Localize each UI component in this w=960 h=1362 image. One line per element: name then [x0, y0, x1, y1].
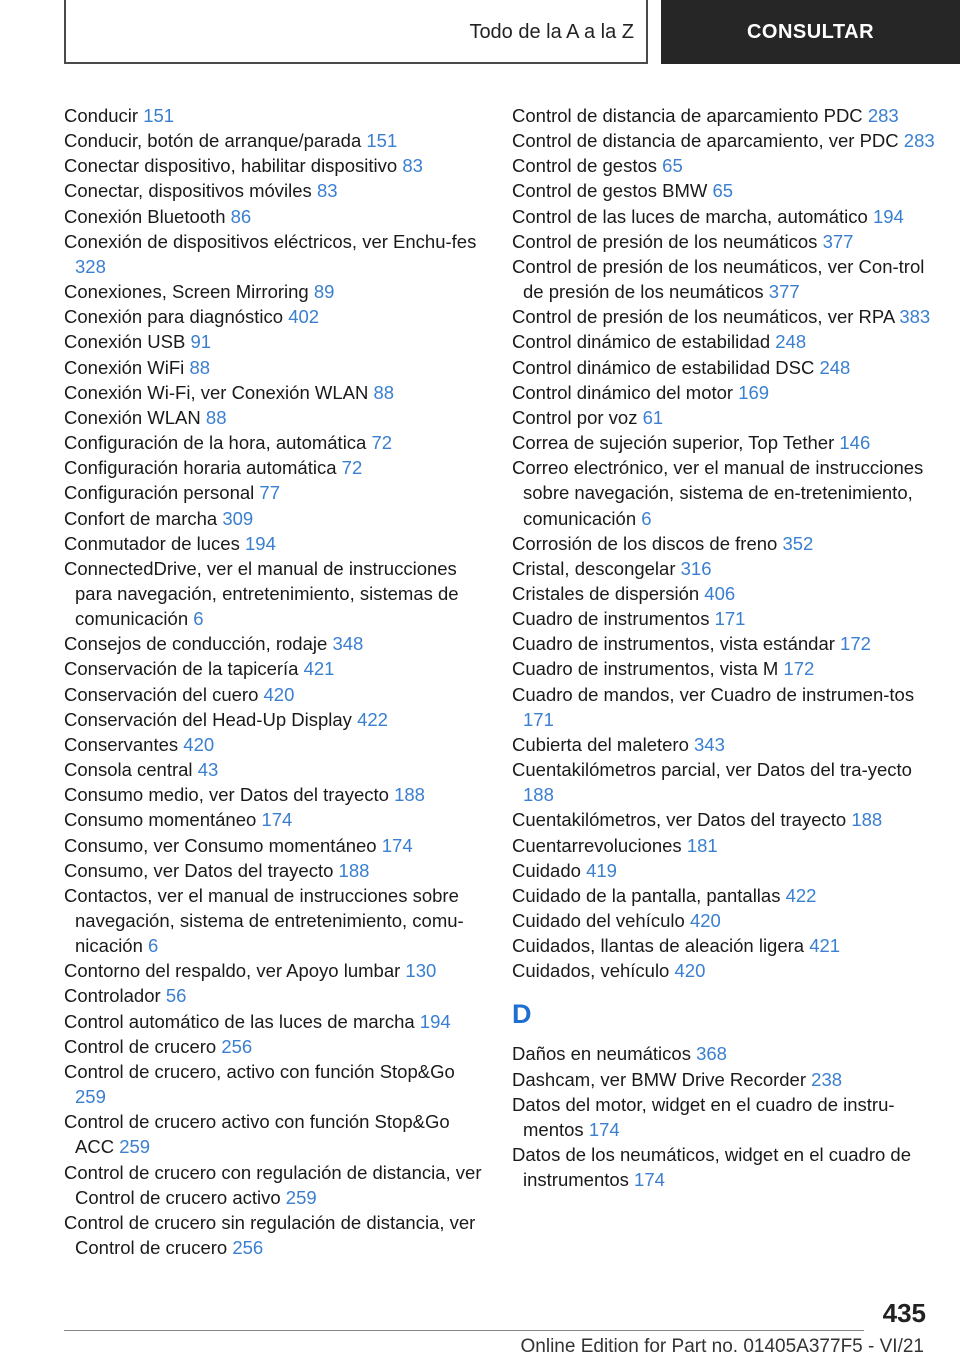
index-entry-text: Conectar, dispositivos móviles	[64, 180, 312, 202]
page-link[interactable]: 259	[285, 1186, 317, 1208]
page-link[interactable]: 283	[903, 130, 935, 152]
page-link[interactable]: 194	[419, 1010, 451, 1032]
page-link[interactable]: 86	[230, 205, 252, 227]
page-link[interactable]: 248	[819, 356, 851, 378]
index-entry	[64, 682, 484, 707]
page-link[interactable]: 383	[899, 306, 931, 328]
page-link[interactable]: 194	[872, 205, 904, 227]
index-entry-text: Conexión Bluetooth	[64, 205, 226, 227]
page-link[interactable]: 421	[809, 935, 841, 957]
index-entry	[64, 631, 484, 656]
index-column-left	[64, 103, 484, 1260]
index-entry	[512, 229, 942, 254]
page-link[interactable]: 422	[357, 708, 388, 730]
index-entry	[64, 782, 484, 807]
footer-edition: Online Edition for Part no. 01405A377F5 - VI/21	[520, 1336, 924, 1357]
index-entry	[64, 656, 484, 681]
page-link[interactable]: 65	[662, 155, 683, 177]
index-entry	[64, 1109, 484, 1159]
index-entry	[64, 531, 484, 556]
index-entry-text: Consumo momentáneo	[64, 809, 257, 831]
page-link[interactable]: 402	[288, 306, 320, 328]
page-link[interactable]: 238	[811, 1068, 843, 1090]
page-link[interactable]: 88	[205, 406, 227, 428]
index-entry-text: Contorno del respaldo, ver Apoyo lumbar	[64, 960, 401, 982]
index-entry	[512, 757, 942, 807]
page-link[interactable]: 65	[712, 180, 734, 202]
page-link[interactable]: 188	[394, 784, 425, 806]
index-entry	[64, 807, 484, 832]
page-link[interactable]: 188	[851, 809, 883, 831]
page-link[interactable]: 420	[183, 733, 215, 755]
index-entry-text: Cuidado	[512, 859, 581, 881]
page-link[interactable]: 72	[341, 457, 363, 479]
index-entry	[64, 455, 484, 480]
index-entry	[512, 204, 942, 229]
index-entry	[64, 355, 484, 380]
index-entry	[512, 883, 942, 908]
index-entry-text: Confort de marcha	[64, 507, 218, 529]
page-link[interactable]: 72	[371, 432, 393, 454]
page-link[interactable]: 259	[119, 1136, 151, 1158]
index-column-right	[512, 103, 942, 1192]
index-entry	[64, 153, 484, 178]
page-link[interactable]: 256	[232, 1237, 264, 1259]
index-entry-text: Conservación del cuero	[64, 683, 259, 705]
index-entry	[64, 833, 484, 858]
index-entry-text: Control de distancia de aparcamiento PDC	[512, 105, 863, 126]
index-entry	[512, 581, 942, 606]
page-link[interactable]: 174	[261, 809, 293, 831]
index-entry	[512, 178, 942, 203]
page-link[interactable]: 328	[75, 255, 106, 277]
index-entry-text: Conexión USB	[64, 331, 186, 353]
page-link[interactable]: 146	[839, 432, 871, 454]
index-entry	[512, 606, 942, 631]
page-link[interactable]: 188	[338, 859, 370, 881]
index-entry	[64, 757, 484, 782]
index-entry	[64, 1160, 484, 1210]
page-link[interactable]: 151	[366, 130, 398, 152]
index-entry	[64, 858, 484, 883]
index-entry-text: Control de crucero, activo con función Stop&Go	[64, 1060, 455, 1082]
page-link[interactable]: 169	[738, 381, 770, 403]
page-link[interactable]: 352	[782, 532, 814, 554]
page-link[interactable]: 377	[768, 281, 800, 303]
index-entry-text: Control automático de las luces de marcha	[64, 1010, 415, 1032]
index-entry	[512, 933, 942, 958]
index-entry-text: Conexión de dispositivos eléctricos, ver Enchu-fes	[64, 230, 477, 252]
index-entry-text: Daños en neumáticos	[512, 1043, 691, 1065]
index-entry	[64, 405, 484, 430]
index-entry	[512, 329, 942, 354]
index-entry	[64, 229, 484, 279]
page-link[interactable]: 6	[193, 608, 204, 630]
page-link[interactable]: 406	[704, 582, 736, 604]
index-entry	[512, 380, 942, 405]
index-entry-text: Consumo medio, ver Datos del trayecto	[64, 784, 389, 806]
index-entry-text: Control de gestos BMW	[512, 180, 708, 202]
index-entry-text: Corrosión de los discos de freno	[512, 532, 778, 554]
page-link[interactable]: 88	[373, 381, 395, 403]
tab-consultar[interactable]	[661, 0, 960, 64]
page-link[interactable]: 61	[642, 406, 664, 428]
index-entry	[512, 153, 942, 178]
index-entry	[64, 958, 484, 983]
index-entry-text: Conexión Wi-Fi, ver Conexión WLAN	[64, 381, 369, 403]
page-link[interactable]: 6	[641, 507, 652, 529]
index-entry-text: Cuidados, vehículo	[512, 960, 670, 982]
page-link[interactable]: 420	[674, 960, 706, 982]
page-link[interactable]: 88	[189, 356, 211, 378]
index-entry-text: Conducir, botón de arranque/parada	[64, 130, 362, 152]
index-entry-text: Conexiones, Screen Mirroring	[64, 281, 309, 303]
index-entry-text: Consumo, ver Datos del trayecto	[64, 859, 334, 881]
index-entry-text: Dashcam, ver BMW Drive Recorder	[512, 1068, 807, 1090]
index-entry	[512, 103, 942, 128]
index-entry-text: Control de crucero activo con función Stop&Go ACC	[64, 1111, 450, 1158]
index-entry	[64, 279, 484, 304]
page-link[interactable]: 130	[405, 960, 437, 982]
index-entry	[512, 807, 942, 832]
index-entry	[512, 1067, 942, 1092]
index-entry-text: Conexión para diagnóstico	[64, 306, 284, 328]
page-link[interactable]: 171	[523, 708, 554, 730]
index-entry	[64, 304, 484, 329]
page-link[interactable]: 181	[686, 834, 718, 856]
page-link[interactable]: 422	[785, 884, 817, 906]
index-entry	[64, 480, 484, 505]
index-entry-text: Cuentakilómetros, ver Datos del trayecto	[512, 809, 847, 831]
index-entry-text: Control de crucero con regulación de distancia, ver Control de crucero activo	[64, 1161, 482, 1208]
index-entry	[512, 254, 942, 304]
index-entry-text: Contactos, ver el manual de instrucciones sobre navegación, sistema de entretenimiento, comu-nicación	[64, 884, 464, 957]
index-entry-text: Cuidado de la pantalla, pantallas	[512, 884, 781, 906]
index-entry	[64, 883, 484, 958]
page-link[interactable]: 89	[313, 281, 335, 303]
index-entry	[64, 204, 484, 229]
index-entry-text: Conmutador de luces	[64, 532, 240, 554]
index-entry-text: Datos del motor, widget en el cuadro de instru-mentos	[512, 1093, 895, 1140]
page-link[interactable]: 248	[775, 331, 807, 353]
page-link[interactable]: 174	[588, 1118, 620, 1140]
index-entry-text: Datos de los neumáticos, widget en el cuadro de instrumentos	[512, 1144, 912, 1191]
index-entry	[512, 908, 942, 933]
index-entry	[64, 380, 484, 405]
page-link[interactable]: 6	[148, 935, 159, 957]
index-entry-text: Conservantes	[64, 733, 179, 755]
index-entry	[64, 103, 484, 128]
index-entry-text: Cuadro de instrumentos, vista estándar	[512, 633, 835, 655]
page-link[interactable]: 309	[222, 507, 254, 529]
index-entry	[64, 329, 484, 354]
index-entry-text: Configuración personal	[64, 482, 255, 504]
index-entry-text: Configuración horaria automática	[64, 457, 337, 479]
tab-a-to-z[interactable]	[64, 0, 648, 64]
page-link[interactable]: 368	[696, 1043, 727, 1065]
index-entry	[64, 1034, 484, 1059]
index-entry-text: Cristal, descongelar	[512, 557, 676, 579]
index-entry-text: Control de distancia de aparcamiento, ver PDC	[512, 130, 899, 152]
index-entry-text: Consumo, ver Consumo momentáneo	[64, 834, 377, 856]
index-entry-text: Cristales de dispersión	[512, 582, 700, 604]
index-entry	[64, 556, 484, 631]
page-link[interactable]: 259	[75, 1086, 106, 1108]
index-entry-text: Control dinámico de estabilidad DSC	[512, 356, 815, 378]
page-link[interactable]: 83	[402, 155, 423, 177]
page-link[interactable]: 77	[259, 482, 280, 504]
index-entry	[64, 983, 484, 1008]
index-entry	[512, 355, 942, 380]
page-link[interactable]: 283	[867, 105, 899, 126]
index-entry-text: Cubierta del maletero	[512, 733, 689, 755]
index-entry-text: Control dinámico del motor	[512, 381, 734, 403]
page-link[interactable]: 174	[381, 834, 413, 856]
index-entry-text: Control de las luces de marcha, automático	[512, 205, 868, 227]
index-entry	[512, 405, 942, 430]
page-link[interactable]: 421	[303, 658, 335, 680]
page-link[interactable]: 172	[840, 633, 871, 655]
index-entry-text: Correo electrónico, ver el manual de instrucciones sobre navegación, sistema de en-tretenimiento, comunicación	[512, 457, 924, 529]
index-entry-text: Control de crucero sin regulación de distancia, ver Control de crucero	[64, 1211, 476, 1259]
tab-a-to-z-label: Todo de la A a la Z	[469, 20, 634, 43]
page-link[interactable]: 56	[165, 985, 187, 1007]
index-entry	[64, 128, 484, 153]
index-entry-text: Conducir	[64, 105, 139, 126]
index-entry-text: Control de presión de los neumáticos, ver RPA	[512, 306, 895, 328]
index-entry-text: Controlador	[64, 985, 161, 1007]
index-entry-text: Control de presión de los neumáticos, ver Con-trol de presión de los neumáticos	[512, 255, 925, 303]
index-entry-text: Consejos de conducción, rodaje	[64, 633, 328, 655]
index-entry	[64, 1210, 484, 1260]
page-link[interactable]: 348	[332, 633, 364, 655]
index-entry-text: ConnectedDrive, ver el manual de instrucciones para navegación, entretenimiento, sistemas de comunicación	[64, 557, 459, 630]
index-entry-text: Configuración de la hora, automática	[64, 432, 367, 454]
index-entry	[512, 128, 942, 153]
page-link[interactable]: 343	[694, 733, 725, 755]
index-entry-text: Control por voz	[512, 406, 638, 428]
page-link[interactable]: 377	[822, 230, 854, 252]
index-entry-text: Cuidado del vehículo	[512, 910, 685, 931]
index-entry	[512, 556, 942, 581]
index-entry	[64, 430, 484, 455]
index-entry	[64, 732, 484, 757]
index-entry-text: Cuidados, llantas de aleación ligera	[512, 935, 805, 957]
index-entry-text: Cuadro de instrumentos, vista M	[512, 658, 779, 680]
index-entry	[512, 858, 942, 883]
index-entry	[512, 1142, 942, 1192]
index-entry	[512, 656, 942, 681]
index-entry	[512, 1092, 942, 1142]
page-link[interactable]: 194	[245, 532, 276, 554]
index-entry-text: Correa de sujeción superior, Top Tether	[512, 432, 835, 454]
page-link[interactable]: 171	[714, 608, 746, 630]
index-entry	[64, 1059, 484, 1109]
index-entry-text: Cuadro de mandos, ver Cuadro de instrumen-tos	[512, 683, 915, 705]
index-entry-text: Cuentarrevoluciones	[512, 834, 682, 856]
index-entry-text: Conexión WLAN	[64, 406, 201, 428]
index-entry	[64, 707, 484, 732]
page-link[interactable]: 188	[523, 784, 554, 806]
page-number: 435	[882, 1298, 926, 1328]
index-entry	[64, 1009, 484, 1034]
index-entry-text: Cuentakilómetros parcial, ver Datos del tra-yecto	[512, 759, 912, 781]
index-entry	[512, 455, 942, 530]
index-entry	[512, 531, 942, 556]
page-link[interactable]: 256	[221, 1035, 253, 1057]
page-link[interactable]: 151	[143, 105, 175, 126]
index-entry-text: Control de gestos	[512, 155, 658, 177]
index-entry-text: Conservación del Head-Up Display	[64, 708, 352, 730]
index-entry-text: Conexión WiFi	[64, 356, 185, 378]
index-entry-text: Cuadro de instrumentos	[512, 608, 710, 630]
page-link[interactable]: 174	[634, 1169, 665, 1191]
page-link[interactable]: 43	[197, 759, 219, 781]
index-entry	[512, 1041, 942, 1066]
page-link[interactable]: 420	[689, 910, 721, 931]
section-letter: D	[512, 999, 532, 1030]
index-entry	[512, 631, 942, 656]
index-entry	[512, 430, 942, 455]
index-entry	[64, 178, 484, 203]
index-entry-text: Conectar dispositivo, habilitar dispositivo	[64, 155, 398, 177]
footer-divider	[64, 1330, 864, 1331]
page-link[interactable]: 419	[586, 859, 617, 881]
index-group-d	[512, 1041, 942, 1192]
index-entry	[512, 833, 942, 858]
page-link[interactable]: 91	[190, 331, 212, 353]
index-entry	[512, 958, 942, 983]
index-entry-text: Control dinámico de estabilidad	[512, 331, 771, 353]
index-entry-text: Conservación de la tapicería	[64, 658, 299, 680]
index-entry-text: Control de presión de los neumáticos	[512, 230, 818, 252]
page-link[interactable]: 316	[680, 557, 712, 579]
index-entry	[512, 732, 942, 757]
index-group-c	[512, 103, 942, 983]
index-entry-text: Control de crucero	[64, 1035, 217, 1057]
index-entry	[512, 682, 942, 732]
page-link[interactable]: 420	[263, 683, 295, 705]
index-entry	[64, 506, 484, 531]
index-entry-text: Consola central	[64, 759, 193, 781]
page-link[interactable]: 83	[316, 180, 338, 202]
tab-consultar-label: CONSULTAR	[746, 20, 875, 43]
index-entry	[512, 304, 942, 329]
page-link[interactable]: 172	[783, 658, 815, 680]
